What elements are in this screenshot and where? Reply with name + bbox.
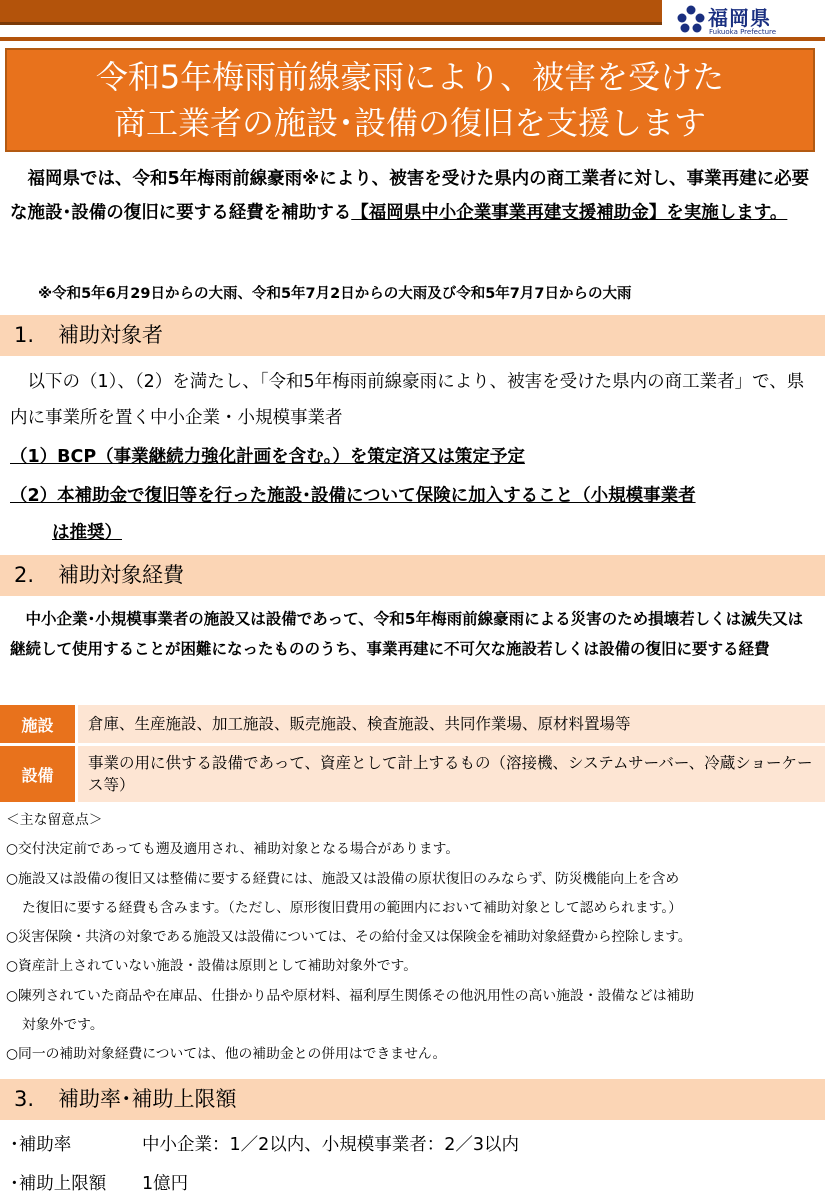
condition-1: （1）BCP（事業継続力強化計画を含む。）を策定済又は策定予定 (10, 447, 525, 467)
note-item: ○災害保険・共済の対象である施設又は設備については、その給付金又は保険金を補助対象経費から控除します。 (6, 929, 692, 946)
note-item: ○同一の補助対象経費については、他の補助金との併用はできません。 (6, 1046, 447, 1063)
rain-note: ※令和5年6月29日からの大雨、令和5年7月2日からの大雨及び令和5年7月7日からの大雨 (38, 286, 632, 302)
prefecture-logo (676, 2, 816, 42)
condition-2-line-1: （2）本補助金で復旧等を行った施設･設備について保険に加入すること（小規模事業者 (10, 486, 696, 506)
section-1-body: 以下の（1）、（2）を満たし、「令和5年梅雨前線豪雨により、被害を受けた県内の商工業者」で、県内に事業所を置く中小企業・小規模事業者 (10, 372, 805, 428)
logo-subtitle: Fukuoka Prefecture (709, 28, 777, 36)
expense-value-facility: 倉庫、生産施設、加工施設、販売施設、検査施設、共同作業場、原材料置場等 (78, 705, 825, 743)
note-item: ○施設又は設備の復旧又は整備に要する経費には、施設又は設備の原状復旧のみならず、防災機能向上を含め (6, 870, 680, 887)
note-item: ○資産計上されていない施設・設備は原則として補助対象外です。 (6, 958, 418, 975)
note-item: ○交付決定前であっても遡及適用され、補助対象となる場合があります。 (6, 841, 460, 858)
expense-row-facility (0, 705, 825, 743)
expense-row-equipment (0, 746, 825, 802)
note-item: ○陳列されていた商品や在庫品、仕掛かり品や原材料、福利厚生関係その他汎用性の高い施設・設備などは補助 (6, 987, 695, 1004)
condition-2-line-2: は推奨） (52, 523, 122, 543)
subsidy-rate-label: ･補助率 (10, 1135, 72, 1155)
section-1-header (0, 315, 825, 356)
intro-paragraph (10, 162, 810, 230)
subsidy-rate-value: 中小企業：1／2以内、小規模事業者：2／3以内 (142, 1135, 520, 1155)
intro-highlight: 【福岡県中小企業事業再建支援補助金】を実施します。 (351, 203, 788, 223)
subsidy-limit-value: 1億円 (142, 1174, 189, 1194)
section-3-number: 3. (14, 1087, 35, 1111)
intro-text: 福岡県では、令和5年梅雨前線豪雨※により、被害を受けた県内の商工業者に対し、事業再建に必要な施設･設備の復旧に要する経費を補助する (10, 169, 810, 223)
title-line-1: 令和5年梅雨前線豪雨により、被害を受けた (95, 58, 725, 96)
expense-value-equipment: 事業の用に供する設備であって、資産として計上するもの（溶接機、システムサーバー、冷蔵ショーケース等） (78, 746, 825, 802)
logo-text: 福岡県 (708, 6, 771, 30)
subsidy-rate (10, 1131, 519, 1156)
section-2-header (0, 555, 825, 596)
section-3-title: 補助率･補助上限額 (58, 1087, 237, 1111)
subsidy-limit-label: ･補助上限額 (10, 1174, 107, 1194)
section-1-number: 1. (14, 323, 35, 347)
section-1-text (10, 364, 810, 436)
fukuoka-emblem-icon (676, 4, 706, 34)
section-2-title: 補助対象経費 (58, 563, 184, 587)
section-2-text (10, 604, 815, 664)
expense-label-facility: 施設 (0, 705, 75, 743)
subsidy-limit (10, 1170, 188, 1195)
expense-label-equipment: 設備 (0, 746, 75, 802)
section-2-body: 中小企業･小規模事業者の施設又は設備であって、令和5年梅雨前線豪雨による災害のため損壊若しくは滅失又は継続して使用することが困難になったもののうち、事業再建に不可欠な施設若しくは設備の復旧に要する経費 (10, 610, 804, 658)
note-item: 対象外です。 (22, 1017, 104, 1034)
page-title (5, 48, 815, 152)
section-3-header (0, 1079, 825, 1120)
section-1-title: 補助対象者 (58, 323, 163, 347)
note-item: た復旧に要する経費も含みます。（ただし、原形復旧費用の範囲内において補助対象として認められます。） (22, 899, 683, 916)
title-line-2: 商工業者の施設･設備の復旧を支援します (113, 104, 706, 142)
header-bar (0, 0, 662, 25)
notes-list (6, 806, 821, 1070)
section-2-number: 2. (14, 563, 35, 587)
notes-heading: ＜主な留意点＞ (6, 812, 103, 828)
